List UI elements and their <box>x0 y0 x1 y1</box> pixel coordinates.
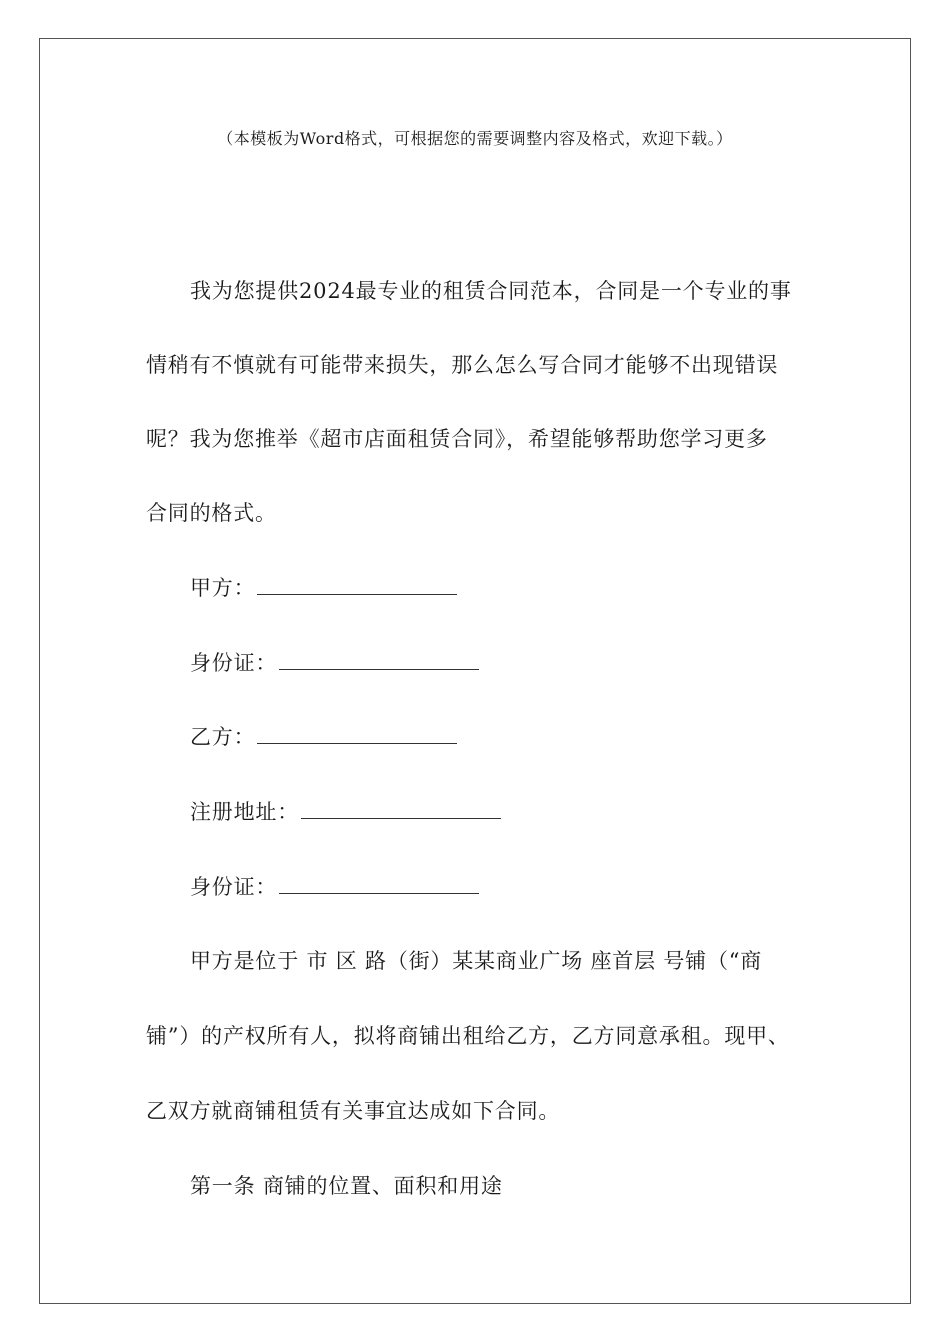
intro-line-4: 合同的格式。 <box>146 501 277 525</box>
field-label: 身份证： <box>190 651 278 675</box>
field-label: 身份证： <box>190 875 278 899</box>
field-label: 甲方： <box>190 576 256 600</box>
intro-line-1: 我为您提供2024最专业的租赁合同范本，合同是一个专业的事 <box>190 279 792 303</box>
field-label: 乙方： <box>190 725 256 749</box>
blank-line <box>301 798 501 819</box>
field-party-b <box>146 721 457 751</box>
blank-line <box>257 574 457 595</box>
body-line-2: 铺”）的产权所有人，拟将商铺出租给乙方，乙方同意承租。现甲、 <box>146 1024 790 1048</box>
body-line-1: 甲方是位于 市 区 路（街）某某商业广场 座首层 号铺（“商 <box>190 949 763 973</box>
field-party-a <box>146 572 457 602</box>
blank-line <box>279 873 479 894</box>
field-registered-address <box>146 796 501 826</box>
blank-line <box>257 723 457 744</box>
field-label: 注册地址： <box>190 800 299 824</box>
blank-line <box>279 649 479 670</box>
field-id-card-b <box>146 871 479 901</box>
body-line-3: 乙双方就商铺租赁有关事宜达成如下合同。 <box>146 1099 561 1123</box>
article-1-heading: 第一条 商铺的位置、面积和用途 <box>190 1174 503 1198</box>
intro-line-3: 呢？我为您推举《超市店面租赁合同》，希望能够帮助您学习更多 <box>146 427 768 451</box>
intro-line-2: 情稍有不慎就有可能带来损失，那么怎么写合同才能够不出现错误 <box>146 353 779 377</box>
field-id-card-a <box>146 647 479 677</box>
template-note: （本模板为Word格式，可根据您的需要调整内容及格式，欢迎下载。） <box>217 129 733 148</box>
